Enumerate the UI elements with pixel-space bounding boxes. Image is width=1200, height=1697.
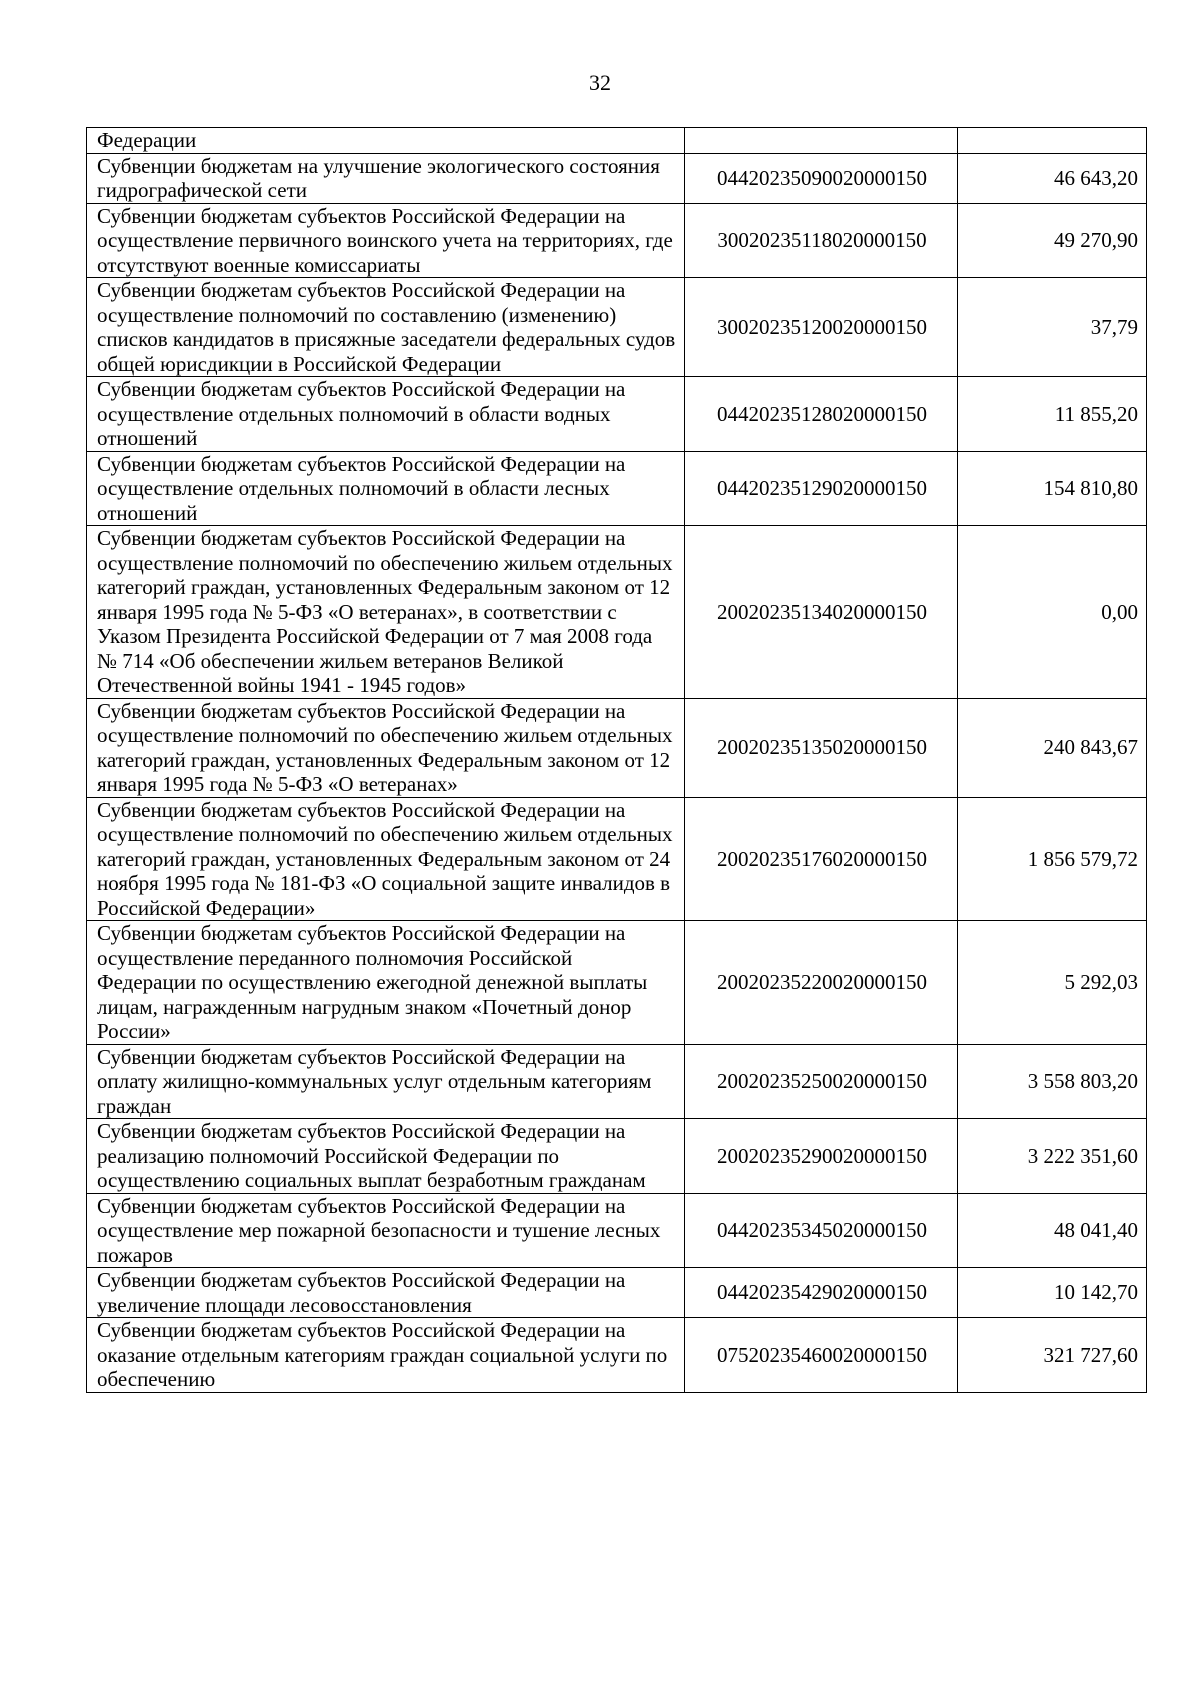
row-code: 20020235135020000150 (685, 698, 958, 797)
table-row (87, 526, 1147, 699)
row-amount: 11 855,20 (958, 377, 1147, 452)
row-amount: 48 041,40 (958, 1193, 1147, 1268)
table-row (87, 1044, 1147, 1119)
row-name: Субвенции бюджетам субъектов Российской Федерации на оказание отдельным категориям граждан социальной услуги по обеспечению (87, 1318, 685, 1393)
row-code: 20020235290020000150 (685, 1119, 958, 1194)
row-name: Субвенции бюджетам субъектов Российской Федерации на осуществление полномочий по обеспечению жильем отдельных категорий граждан, установленных Федеральным законом от 12 января 1995 года № 5-ФЗ «О ветеранах», в соответствии с Указом Президента Российской Федерации от 7 мая 2008 года № 714 «Об обеспечении жильем ветеранов Великой Отечественной войны 1941 - 1945 годов» (87, 526, 685, 699)
table-row (87, 1119, 1147, 1194)
row-code: 04420235090020000150 (685, 153, 958, 203)
table-row (87, 797, 1147, 921)
row-code: 04420235129020000150 (685, 451, 958, 526)
row-name: Субвенции бюджетам субъектов Российской Федерации на оплату жилищно-коммунальных услуг отдельным категориям граждан (87, 1044, 685, 1119)
table-row (87, 203, 1147, 278)
table-row (87, 451, 1147, 526)
row-name: Субвенции бюджетам субъектов Российской Федерации на осуществление отдельных полномочий в области водных отношений (87, 377, 685, 452)
row-amount: 3 222 351,60 (958, 1119, 1147, 1194)
table-row (87, 698, 1147, 797)
row-amount: 10 142,70 (958, 1268, 1147, 1318)
row-code: 04420235128020000150 (685, 377, 958, 452)
row-name: Субвенции бюджетам субъектов Российской Федерации на осуществление мер пожарной безопасности и тушение лесных пожаров (87, 1193, 685, 1268)
row-amount: 37,79 (958, 278, 1147, 377)
row-amount: 0,00 (958, 526, 1147, 699)
row-name: Субвенции бюджетам субъектов Российской Федерации на реализацию полномочий Российской Федерации по осуществлению социальных выплат безработным гражданам (87, 1119, 685, 1194)
row-name: Субвенции бюджетам субъектов Российской Федерации на осуществление переданного полномочия Российской Федерации по осуществлению ежегодной денежной выплаты лицам, награжденным нагрудным знаком «Почетный донор России» (87, 921, 685, 1045)
row-name: Субвенции бюджетам субъектов Российской Федерации на осуществление полномочий по обеспечению жильем отдельных категорий граждан, установленных Федеральным законом от 24 ноября 1995 года № 181-ФЗ «О социальной защите инвалидов в Российской Федерации» (87, 797, 685, 921)
table-row (87, 1318, 1147, 1393)
row-code: 07520235460020000150 (685, 1318, 958, 1393)
row-code: 04420235345020000150 (685, 1193, 958, 1268)
table-row (87, 1268, 1147, 1318)
row-code: 20020235134020000150 (685, 526, 958, 699)
row-amount: 3 558 803,20 (958, 1044, 1147, 1119)
budget-table (86, 127, 1147, 1393)
table-row (87, 278, 1147, 377)
row-name: Субвенции бюджетам субъектов Российской Федерации на увеличение площади лесовосстановления (87, 1268, 685, 1318)
table-row (87, 377, 1147, 452)
table-row (87, 1193, 1147, 1268)
row-code: 04420235429020000150 (685, 1268, 958, 1318)
row-amount (958, 128, 1147, 154)
table-row (87, 128, 1147, 154)
row-amount: 240 843,67 (958, 698, 1147, 797)
row-amount: 49 270,90 (958, 203, 1147, 278)
row-code: 30020235120020000150 (685, 278, 958, 377)
row-name: Субвенции бюджетам субъектов Российской Федерации на осуществление полномочий по обеспечению жильем отдельных категорий граждан, установленных Федеральным законом от 12 января 1995 года № 5-ФЗ «О ветеранах» (87, 698, 685, 797)
row-name: Федерации (87, 128, 685, 154)
row-amount: 5 292,03 (958, 921, 1147, 1045)
row-code (685, 128, 958, 154)
row-name: Субвенции бюджетам субъектов Российской Федерации на осуществление отдельных полномочий в области лесных отношений (87, 451, 685, 526)
row-name: Субвенции бюджетам субъектов Российской Федерации на осуществление первичного воинского учета на территориях, где отсутствуют военные комиссариаты (87, 203, 685, 278)
row-code: 30020235118020000150 (685, 203, 958, 278)
row-name: Субвенции бюджетам на улучшение экологического состояния гидрографической сети (87, 153, 685, 203)
row-code: 20020235250020000150 (685, 1044, 958, 1119)
row-name: Субвенции бюджетам субъектов Российской Федерации на осуществление полномочий по составлению (изменению) списков кандидатов в присяжные заседатели федеральных судов общей юрисдикции в Российской Федерации (87, 278, 685, 377)
row-amount: 321 727,60 (958, 1318, 1147, 1393)
table-row (87, 153, 1147, 203)
row-code: 20020235176020000150 (685, 797, 958, 921)
page-number: 32 (589, 70, 611, 95)
row-amount: 1 856 579,72 (958, 797, 1147, 921)
row-amount: 154 810,80 (958, 451, 1147, 526)
table-row (87, 921, 1147, 1045)
row-amount: 46 643,20 (958, 153, 1147, 203)
row-code: 20020235220020000150 (685, 921, 958, 1045)
